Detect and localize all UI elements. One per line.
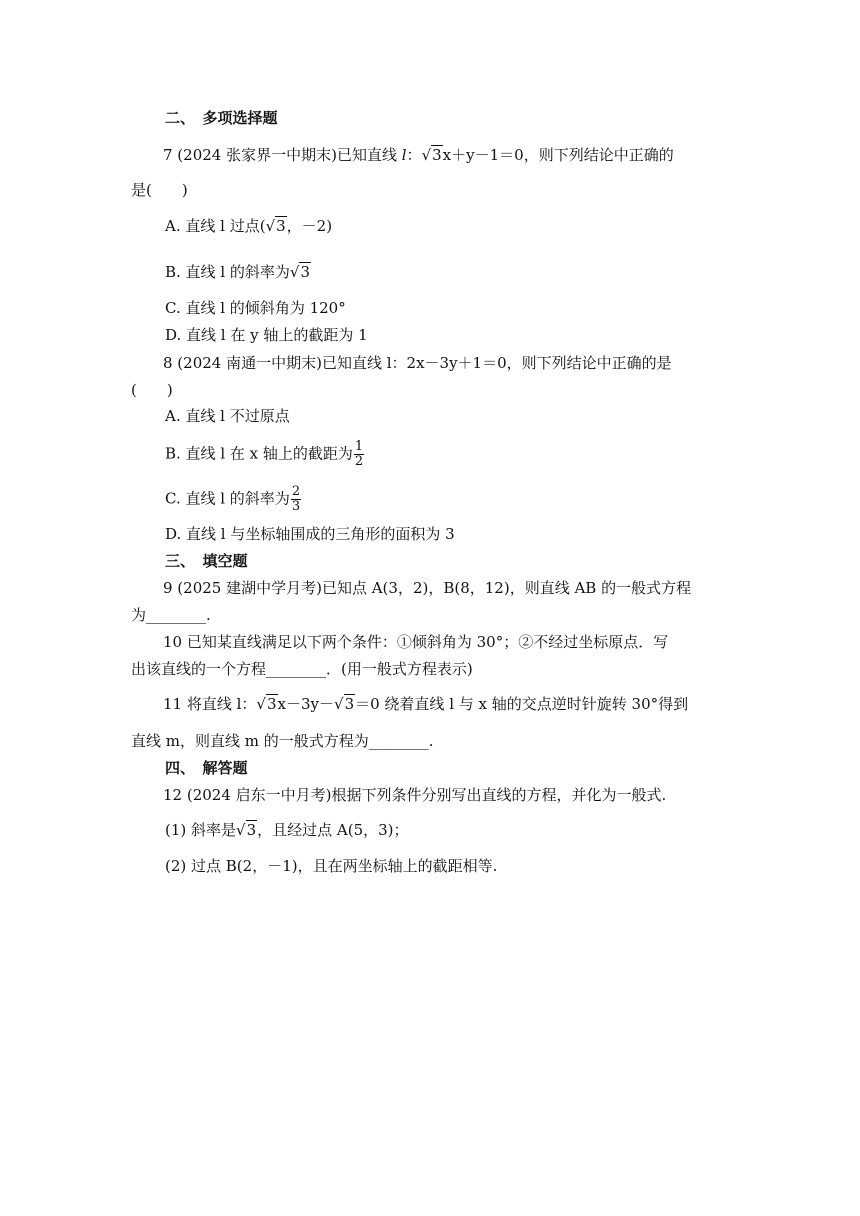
q12-part-2: (2) 过点 B(2，－1)，且在两坐标轴上的截距相等. xyxy=(165,857,498,875)
q11-stem-line2: 直线 m，则直线 m 的一般式方程为________. xyxy=(131,732,434,750)
q8-option-c: C. 直线 l 的斜率为 $\frac{2}{3}$ xyxy=(165,484,301,514)
q7-option-a: A. 直线 l 过点(√3，－2) xyxy=(165,217,333,235)
q9-stem-line2: 为________. xyxy=(131,606,211,624)
q9-stem-line1: 9 (2025 建湖中学月考)已知点 A(3，2)，B(8，12)，则直线 AB 的一般式方程 xyxy=(163,579,692,597)
sqrt-symbol: √3 xyxy=(421,146,442,164)
sqrt-symbol: √3 xyxy=(265,217,286,235)
section-heading-fill-in: 三、 填空题 xyxy=(165,552,248,570)
q8-option-a: A. 直线 l 不过原点 xyxy=(165,407,290,425)
sqrt-symbol: √3 xyxy=(334,695,355,713)
q7-option-d: D. 直线 l 在 y 轴上的截距为 1 xyxy=(165,326,368,344)
q8-stem-line2: ( ) xyxy=(131,381,173,399)
q10-stem-line1: 10 已知某直线满足以下两个条件：①倾斜角为 30°；②不经过坐标原点．写 xyxy=(163,633,669,651)
sqrt-symbol: √3 xyxy=(256,695,277,713)
q7-stem-line2: 是( ) xyxy=(131,181,188,199)
q7-stem-line1: 7 (2024 张家界一中期末)已知直线 l：√3x＋y－1＝0，则下列结论中正确的 xyxy=(163,146,674,164)
q11-stem-line1: 11 将直线 l：√3x－3y－√3＝0 绕着直线 l 与 x 轴的交点逆时针旋转 30°得到 xyxy=(163,695,689,713)
q7-option-c: C. 直线 l 的倾斜角为 120° xyxy=(165,299,346,317)
q12-stem-line1: 12 (2024 启东一中月考)根据下列条件分别写出直线的方程，并化为一般式. xyxy=(163,786,667,804)
section-heading-multiple-choice: 二、 多项选择题 xyxy=(165,109,278,127)
sqrt-symbol: √3 xyxy=(236,821,257,839)
q8-option-b: B. 直线 l 在 x 轴上的截距为 $\frac{1}{2}$ xyxy=(165,439,364,469)
q8-option-d: D. 直线 l 与坐标轴围成的三角形的面积为 3 xyxy=(165,525,455,543)
fraction: $\frac{2}{3}$ xyxy=(291,484,301,514)
fraction: $\frac{1}{2}$ xyxy=(354,439,364,469)
q12-part-1: (1) 斜率是√3，且经过点 A(5，3)； xyxy=(165,821,409,839)
q10-stem-line2: 出该直线的一个方程________．(用一般式方程表示) xyxy=(131,660,473,678)
q8-stem-line1: 8 (2024 南通一中期末)已知直线 l：2x－3y＋1＝0，则下列结论中正确的是 xyxy=(163,354,672,372)
section-heading-answer: 四、 解答题 xyxy=(165,759,248,777)
sqrt-symbol: √3 xyxy=(289,263,311,281)
q7-option-b: B. 直线 l 的斜率为√3 xyxy=(165,263,311,281)
